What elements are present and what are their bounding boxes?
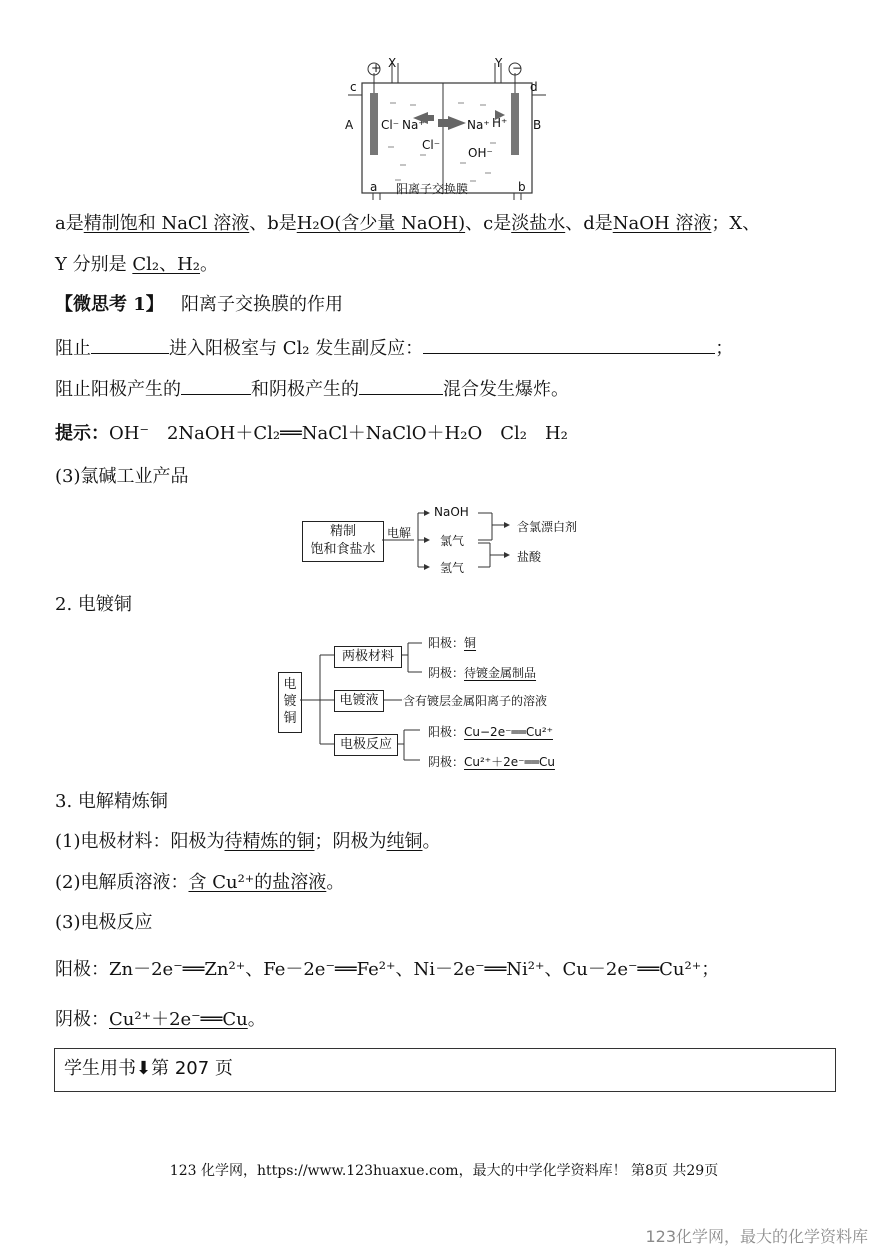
- anode-electrode: [370, 93, 378, 155]
- refining-heading: 3. 电解精炼铜: [55, 791, 168, 812]
- watermark: 123化学网，最大的化学资料库: [645, 1227, 868, 1246]
- ion-h-right: H⁺: [492, 116, 508, 130]
- label-x: X: [388, 56, 397, 70]
- cathode-electrode: [511, 93, 519, 155]
- refining-cathode-line: 阴极：Cu²⁺＋2e⁻══Cu。: [55, 1009, 266, 1030]
- label-d: d: [530, 80, 538, 94]
- plating-cathode-reaction: 阴极：Cu²⁺＋2e⁻══Cu: [428, 755, 555, 769]
- electrolysis-cell-diagram: [340, 55, 555, 200]
- down-arrow-icon: ⬇: [136, 1058, 152, 1079]
- product-h2: 氢气: [440, 561, 465, 575]
- reference-box: [54, 1048, 836, 1092]
- result-bleach: 含氯漂白剂: [517, 520, 578, 534]
- intro-line-1: a是精制饱和 NaCl 溶液、b是H₂O(含少量 NaOH)、c是淡盐水、d是NaOH 溶液；X、: [55, 213, 761, 234]
- product-naoh: NaOH: [434, 505, 469, 519]
- plating-branch-reactions: 电极反应: [334, 734, 398, 756]
- think-line-2: 阻止阳极产生的 和阴极产生的 混合发生爆炸。: [55, 376, 569, 402]
- ion-cl-left: Cl⁻: [381, 118, 400, 132]
- label-c: c: [350, 80, 357, 94]
- membrane-label: 阳离子交换膜: [396, 182, 469, 196]
- plating-root-box: 电镀铜: [278, 672, 302, 733]
- products-heading: (3)氯碱工业产品: [55, 466, 189, 487]
- na-arrow-icon: [448, 116, 466, 130]
- refining-materials: (1)电极材料：阳极为待精炼的铜；阴极为纯铜。: [55, 831, 441, 852]
- label-y: Y: [495, 56, 503, 70]
- hint-line: 提示：OH⁻ 2NaOH＋Cl₂══NaCl＋NaClO＋H₂O Cl₂ H₂: [55, 423, 568, 444]
- plating-heading: 2. 电镀铜: [55, 594, 132, 615]
- ion-cl-bottom: Cl⁻: [422, 138, 441, 152]
- plating-anode-row: 阳极：铜: [428, 636, 477, 650]
- plating-branch-solution: 电镀液: [334, 690, 384, 712]
- reference-text: 学生用书⬇第 207 页: [64, 1058, 233, 1079]
- refining-solution: (2)电解质溶液：含 Cu²⁺的盐溶液。: [55, 872, 345, 893]
- product-cl2: 氯气: [440, 534, 465, 548]
- plating-cathode-row: 阴极：待镀金属制品: [428, 666, 537, 680]
- ion-oh-bottom: OH⁻: [468, 146, 493, 160]
- label-a-electrode: A: [345, 118, 354, 132]
- electrolysis-label: 电解: [387, 526, 412, 540]
- plating-branch-materials: 两极材料: [334, 646, 402, 668]
- ion-na-right: Na⁺: [467, 118, 490, 132]
- plating-anode-reaction: 阳极：Cu−2e⁻══Cu²⁺: [428, 725, 553, 739]
- intro-line-2: Y 分别是 Cl₂、H₂。: [55, 254, 219, 275]
- label-b-electrode: B: [533, 118, 542, 132]
- plus-sign: +: [371, 61, 382, 75]
- think-line-1: 阻止 进入阳极室与 Cl₂ 发生副反应： ；: [55, 335, 733, 361]
- think-title: 【微思考 1】 阳离子交换膜的作用: [55, 294, 343, 315]
- label-a-inlet: a: [370, 180, 378, 194]
- refining-reaction-heading: (3)电极反应: [55, 912, 153, 933]
- refining-anode-line: 阳极：Zn－2e⁻══Zn²⁺、Fe－2e⁻══Fe²⁺、Ni－2e⁻══Ni²⁺、Cu－2e⁻══Cu²⁺；: [55, 959, 720, 980]
- page-footer: 123 化学网，https://www.123huaxue.com，最大的中学化学资料库！ 第8页 共29页: [169, 1163, 719, 1179]
- source-box: 精制 饱和食盐水: [302, 521, 384, 562]
- plating-solution-text: 含有镀层金属阳离子的溶液: [403, 694, 548, 708]
- minus-sign: −: [512, 61, 523, 75]
- ion-na-left: Na⁺: [402, 118, 425, 132]
- label-b-inlet: b: [518, 180, 526, 194]
- result-hcl: 盐酸: [517, 550, 542, 564]
